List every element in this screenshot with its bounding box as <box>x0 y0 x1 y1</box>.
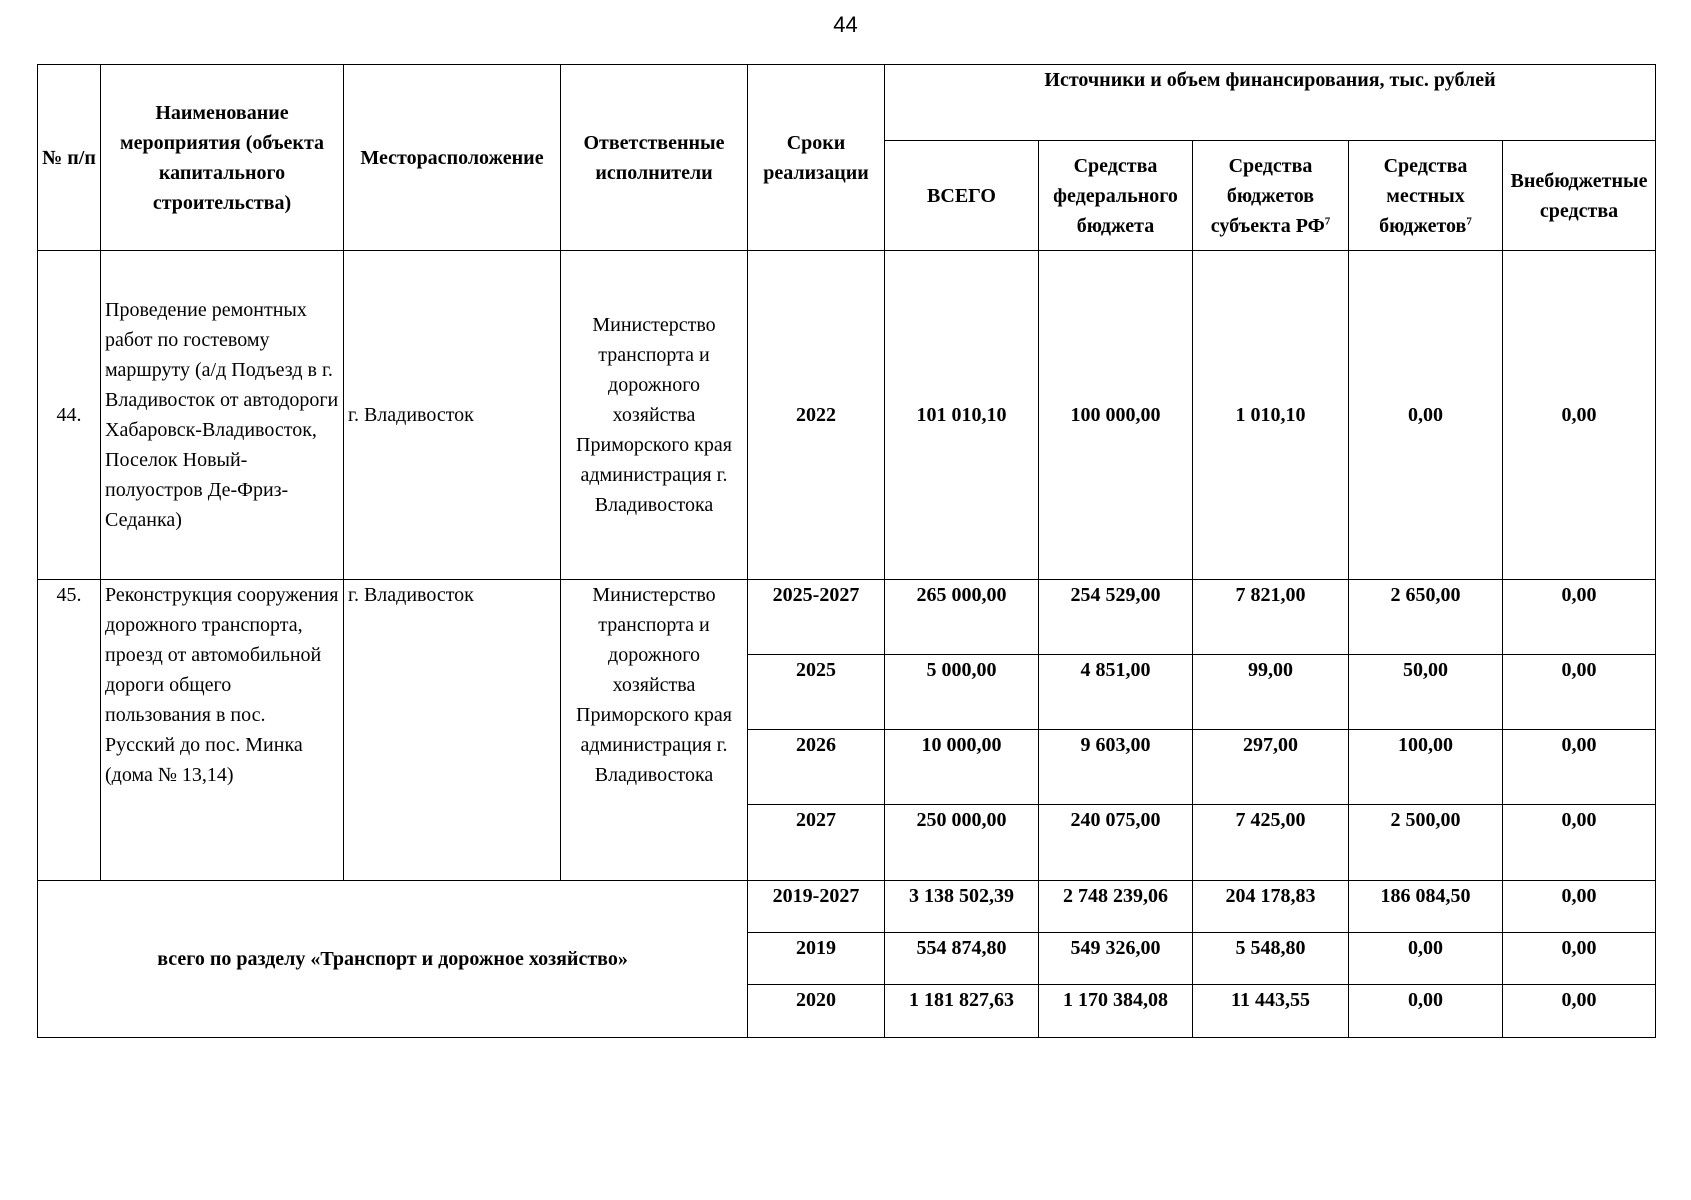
total-all-local: 186 084,50 <box>1349 881 1503 933</box>
row-44-num: 44. <box>38 251 101 580</box>
total-all-federal: 2 748 239,06 <box>1039 881 1193 933</box>
row-45-num: 45. <box>38 580 101 881</box>
total-all-extra: 0,00 <box>1503 881 1656 933</box>
total-2020-regional: 11 443,55 <box>1193 985 1349 1038</box>
row-44-location: г. Владивосток <box>344 251 561 580</box>
row-45-extra: 0,00 <box>1503 580 1656 655</box>
row-45-2027-extra: 0,00 <box>1503 805 1656 881</box>
header-extra: Внебюджетные средства <box>1503 141 1656 251</box>
header-location: Месторасположение <box>344 65 561 251</box>
header-funding-group: Источники и объем финансирования, тыс. рублей <box>885 65 1656 141</box>
row-45-federal: 254 529,00 <box>1039 580 1193 655</box>
total-2019-federal: 549 326,00 <box>1039 933 1193 985</box>
row-45-period: 2025-2027 <box>748 580 885 655</box>
row-45-2027-total: 250 000,00 <box>885 805 1039 881</box>
header-num: № п/п <box>38 65 101 251</box>
total-2020-total: 1 181 827,63 <box>885 985 1039 1038</box>
page-number: 44 <box>833 12 858 37</box>
total-all-total: 3 138 502,39 <box>885 881 1039 933</box>
header-federal: Средства федерального бюджета <box>1039 141 1193 251</box>
total-2019-extra: 0,00 <box>1503 933 1656 985</box>
row-44-responsible: Министерство транспорта и дорожного хозяйства Приморского края администрация г. Владивостока <box>561 251 748 580</box>
total-2019-period: 2019 <box>748 933 885 985</box>
funding-table <box>37 64 1656 1038</box>
total-2020-federal: 1 170 384,08 <box>1039 985 1193 1038</box>
header-regional-text: Средства бюджетов субъекта РФ <box>1210 154 1325 237</box>
row-45-2025-extra: 0,00 <box>1503 655 1656 730</box>
row-45-2026-total: 10 000,00 <box>885 730 1039 805</box>
section-total-label: всего по разделу «Транспорт и дорожное хозяйство» <box>38 881 748 1038</box>
row-45-2025-local: 50,00 <box>1349 655 1503 730</box>
header-regional <box>1193 141 1349 251</box>
row-45-2027-federal: 240 075,00 <box>1039 805 1193 881</box>
total-2020-period: 2020 <box>748 985 885 1038</box>
header-local-footnote: 7 <box>1466 214 1472 227</box>
row-45-2025-federal: 4 851,00 <box>1039 655 1193 730</box>
row-44-extra: 0,00 <box>1503 251 1656 580</box>
row-45-2025-regional: 99,00 <box>1193 655 1349 730</box>
table-row <box>38 881 1656 933</box>
row-45-2026-local: 100,00 <box>1349 730 1503 805</box>
row-45-2026-regional: 297,00 <box>1193 730 1349 805</box>
row-44-local: 0,00 <box>1349 251 1503 580</box>
header-total: ВСЕГО <box>885 141 1039 251</box>
header-period: Сроки реализации <box>748 65 885 251</box>
row-44-total: 101 010,10 <box>885 251 1039 580</box>
row-45-2027-local: 2 500,00 <box>1349 805 1503 881</box>
row-45-2027-period: 2027 <box>748 805 885 881</box>
row-44-name: Проведение ремонтных работ по гостевому маршруту (а/д Подъезд в г. Владивосток от автодороги Хабаровск-Владивосток, Поселок Новый-полуостров Де-Фриз-Седанка) <box>101 251 344 580</box>
row-44-federal: 100 000,00 <box>1039 251 1193 580</box>
table-row <box>38 580 1656 655</box>
row-45-2025-period: 2025 <box>748 655 885 730</box>
row-44-regional: 1 010,10 <box>1193 251 1349 580</box>
total-2019-total: 554 874,80 <box>885 933 1039 985</box>
row-45-name: Реконструкция сооружения дорожного транспорта, проезд от автомобильной дороги общего пользования в пос. Русский до пос. Минка (дома № 13,14) <box>101 580 344 881</box>
total-2020-extra: 0,00 <box>1503 985 1656 1038</box>
total-2020-local: 0,00 <box>1349 985 1503 1038</box>
table-row <box>38 251 1656 580</box>
row-45-2026-extra: 0,00 <box>1503 730 1656 805</box>
row-45-total: 265 000,00 <box>885 580 1039 655</box>
header-local-text: Средства местных бюджетов <box>1379 154 1468 237</box>
row-45-local: 2 650,00 <box>1349 580 1503 655</box>
total-all-period: 2019-2027 <box>748 881 885 933</box>
row-45-regional: 7 821,00 <box>1193 580 1349 655</box>
total-2019-local: 0,00 <box>1349 933 1503 985</box>
row-45-2026-federal: 9 603,00 <box>1039 730 1193 805</box>
total-all-regional: 204 178,83 <box>1193 881 1349 933</box>
header-responsible: Ответственные исполнители <box>561 65 748 251</box>
total-2019-regional: 5 548,80 <box>1193 933 1349 985</box>
row-45-responsible: Министерство транспорта и дорожного хозяйства Приморского края администрация г. Владивостока <box>561 580 748 881</box>
row-45-2026-period: 2026 <box>748 730 885 805</box>
header-local <box>1349 141 1503 251</box>
row-45-2027-regional: 7 425,00 <box>1193 805 1349 881</box>
row-45-2025-total: 5 000,00 <box>885 655 1039 730</box>
header-name: Наименование мероприятия (объекта капитального строительства) <box>101 65 344 251</box>
row-44-period: 2022 <box>748 251 885 580</box>
row-45-location: г. Владивосток <box>344 580 561 881</box>
header-regional-footnote: 7 <box>1324 214 1331 227</box>
